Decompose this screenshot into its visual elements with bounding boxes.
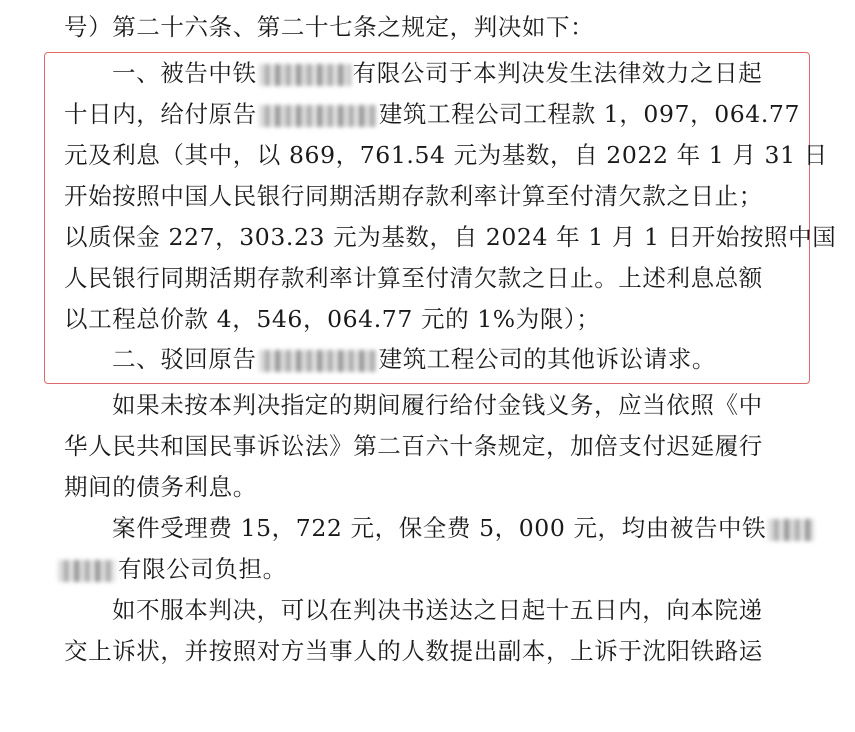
text-line: 人民银行同期活期存款利率计算至付清欠款之日止。上述利息总额 <box>64 264 763 292</box>
text-line: 以工程总价款 4，546，064.77 元的 1%为限）； <box>64 305 601 333</box>
text-segment: 二、驳回原告 <box>112 345 257 373</box>
text-segment: 有限公司于本判决发生法律效力之日起 <box>352 59 763 87</box>
text-line: 开始按照中国人民银行同期活期存款利率计算至付清欠款之日止； <box>64 182 763 210</box>
text-segment: 建筑工程公司的其他诉讼请求。 <box>378 345 717 373</box>
text-segment: 建筑工程公司工程款 1，097，064.77 <box>378 100 801 128</box>
text-line: 期间的债务利息。 <box>64 473 257 501</box>
redacted-name-block <box>259 350 377 372</box>
text-line: 号）第二十六条、第二十七条之规定，判决如下： <box>64 13 595 41</box>
judgment-item-1-line-2 <box>64 99 804 129</box>
text-line: 以质保金 227，303.23 元为基数，自 2024 年 1 月 1 日开始按照中国 <box>64 223 837 251</box>
text-line: 交上诉状，并按照对方当事人的人数提出副本，上诉于沈阳铁路运 <box>64 637 763 665</box>
text-line: 元及利息（其中，以 869，761.54 元为基数，自 2022 年 1 月 31 日 <box>64 141 828 169</box>
text-line: 如果未按本判决指定的期间履行给付金钱义务，应当依照《中 <box>112 391 763 419</box>
court-fee-line-2 <box>56 554 796 584</box>
redacted-name-block <box>58 560 116 582</box>
text-segment: 案件受理费 15，722 元，保全费 5，000 元，均由被告中铁 <box>112 514 767 542</box>
text-segment: 一、被告中铁 <box>112 59 257 87</box>
text-segment: 有限公司负担。 <box>118 555 287 583</box>
redacted-name-block <box>259 105 377 127</box>
judgment-item-1-line-1 <box>112 58 804 88</box>
text-line: 华人民共和国民事诉讼法》第二百六十条规定，加倍支付迟延履行 <box>64 432 763 460</box>
text-segment: 十日内，给付原告 <box>64 100 257 128</box>
judgment-item-2-line <box>112 344 804 374</box>
text-line: 如不服本判决，可以在判决书送达之日起十五日内，向本院递 <box>112 596 763 624</box>
redacted-name-block <box>259 64 351 86</box>
redacted-name-block <box>768 519 814 541</box>
court-fee-line <box>112 513 804 543</box>
